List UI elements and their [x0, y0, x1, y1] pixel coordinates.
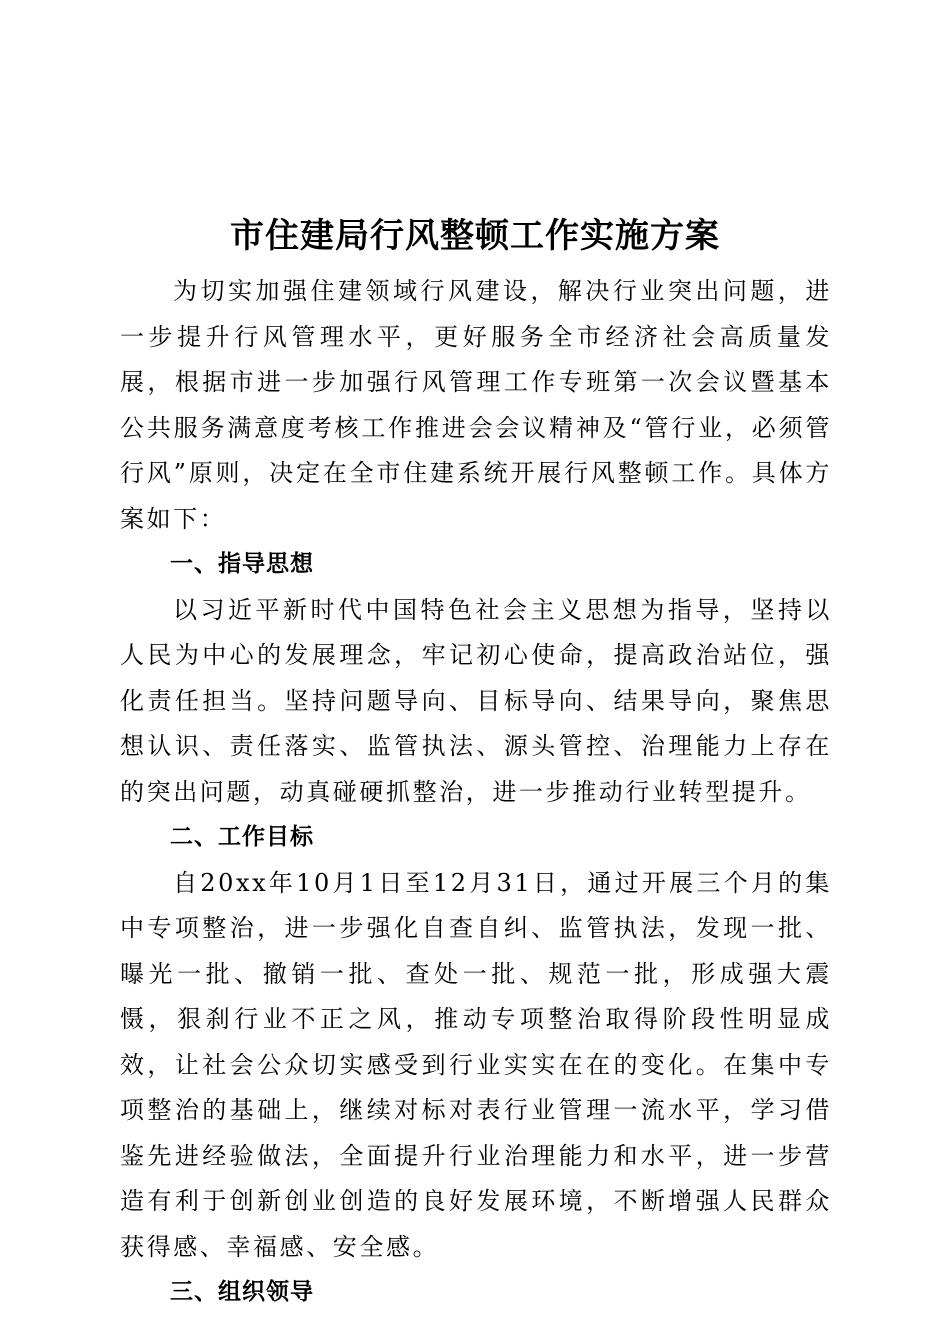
section-paragraph-work-goals: 自20xx年10月1日至12月31日，通过开展三个月的集中专项整治，进一步强化自查自纠、监管执法，发现一批、曝光一批、撤销一批、查处一批、规范一批，形成强大震慑，狠刹行业不正之风，推动专项整治取得阶段性明显成效，让社会公众切实感受到行业实实在在的变化。在集中专项整治的基础上，继续对标对表行业管理一流水平，学习借鉴先进经验做法，全面提升行业治理能力和水平，进一步营造有利于创新创业创造的良好发展环境，不断增强人民群众获得感、幸福感、安全感。: [120, 868, 832, 1261]
section-heading-organization: 三、组织领导: [170, 1279, 314, 1305]
document-body: [120, 269, 832, 1316]
intro-paragraph: 为切实加强住建领域行风建设，解决行业突出问题，进一步提升行风管理水平，更好服务全市经济社会高质量发展，根据市进一步加强行风管理工作专班第一次会议暨基本公共服务满意度考核工作推进会会议精神及“管行业，必须管行风”原则，决定在全市住建系统开展行风整顿工作。具体方案如下：: [120, 277, 832, 533]
section-heading-guiding-ideology: 一、指导思想: [170, 551, 314, 577]
section-heading-work-goals: 二、工作目标: [170, 824, 314, 850]
document-title: 市住建局行风整顿工作实施方案: [230, 216, 720, 256]
section-paragraph-guiding-ideology: 以习近平新时代中国特色社会主义思想为指导，坚持以人民为中心的发展理念，牢记初心使命，提高政治站位，强化责任担当。坚持问题导向、目标导向、结果导向，聚焦思想认识、责任落实、监管执法、源头管控、治理能力上存在的突出问题，动真碰硬抓整治，进一步推动行业转型提升。: [120, 595, 832, 806]
